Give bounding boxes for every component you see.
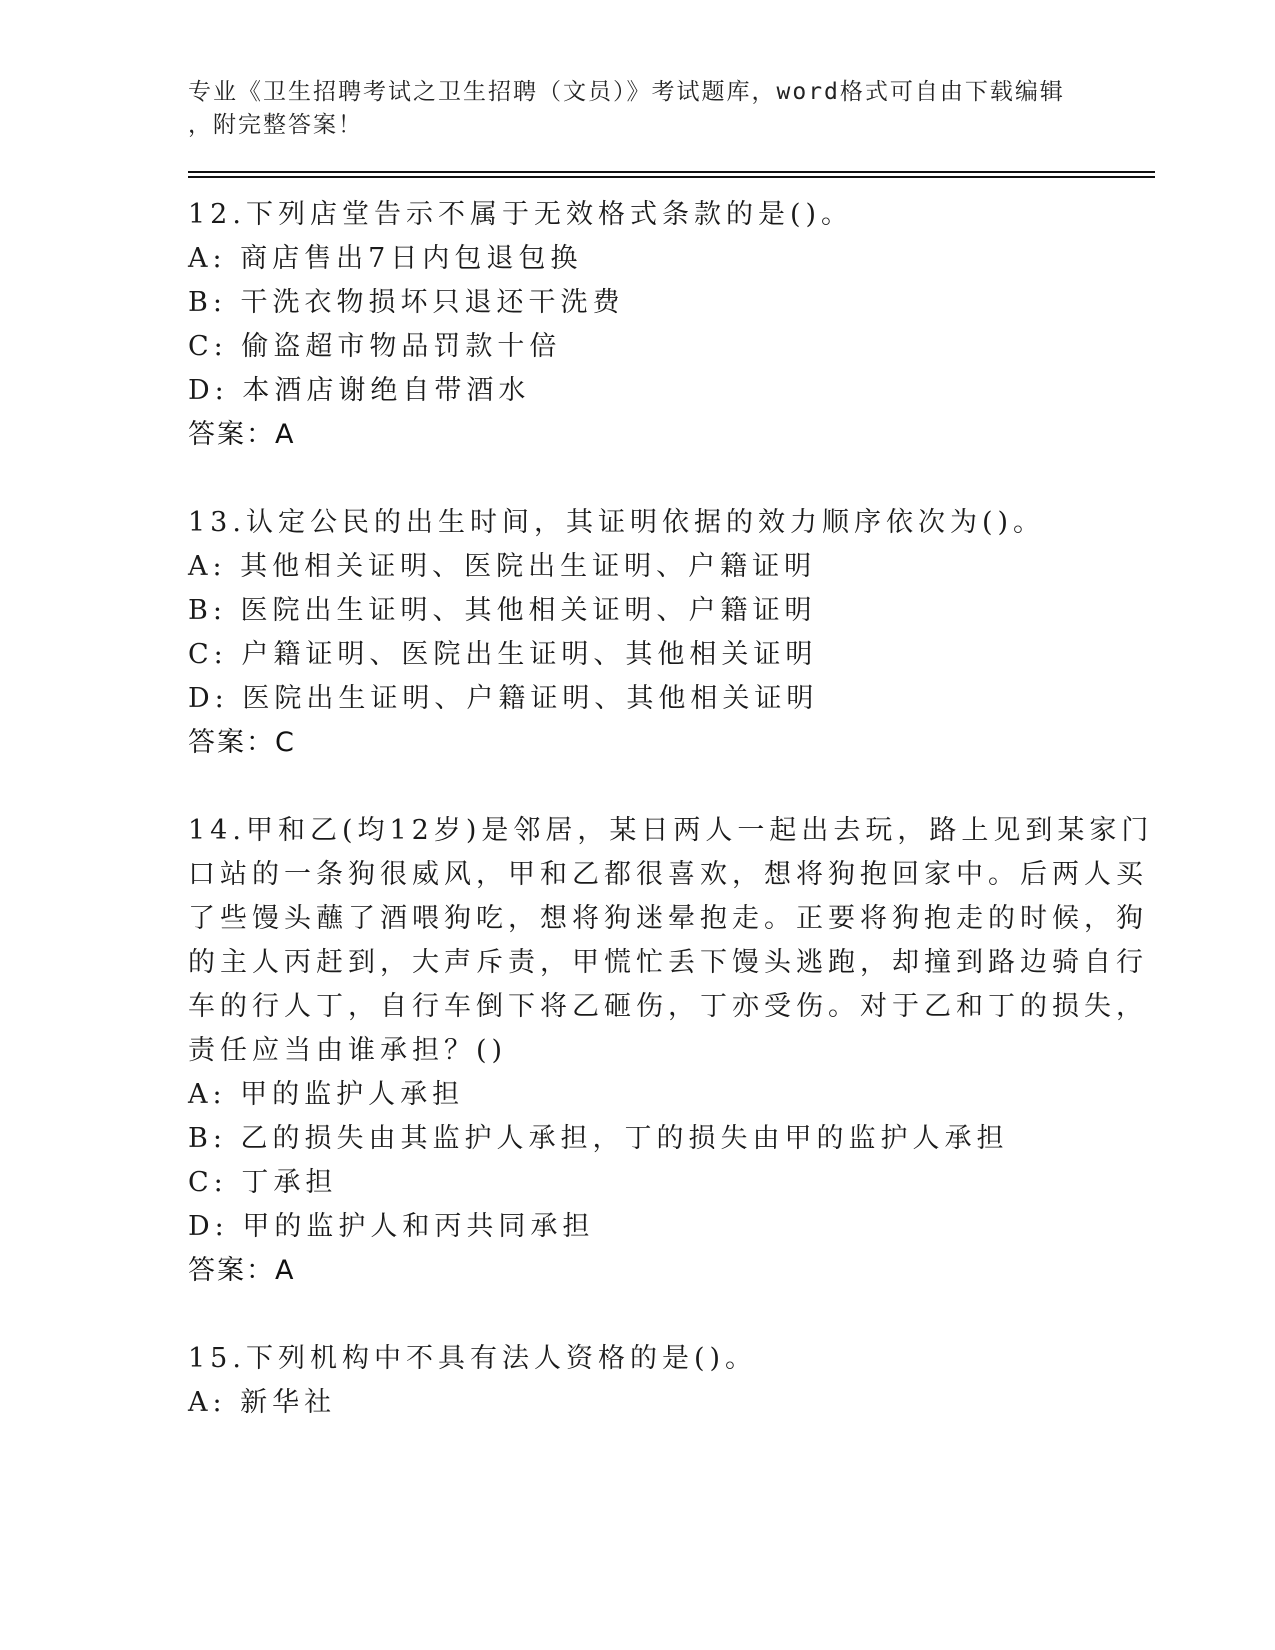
option-a: A: 甲的监护人承担: [188, 1079, 465, 1110]
question-stem-line: 了些馒头蘸了酒喂狗吃，想将狗迷晕抱走。正要将狗抱走的时候，狗: [188, 903, 1148, 934]
option-a: A: 其他相关证明、医院出生证明、户籍证明: [188, 551, 817, 582]
question-stem-line: 车的行人丁，自行车倒下将乙砸伤，丁亦受伤。对于乙和丁的损失，: [188, 991, 1148, 1022]
question-stem: 13.认定公民的出生时间，其证明依据的效力顺序依次为()。: [188, 507, 1046, 538]
option-b: B: 医院出生证明、其他相关证明、户籍证明: [188, 595, 817, 626]
option-b: B: 乙的损失由其监护人承担，丁的损失由甲的监护人承担: [188, 1123, 1009, 1154]
option-a: A: 商店售出7日内包退包换: [188, 243, 583, 274]
option-d: D: 医院出生证明、户籍证明、其他相关证明: [188, 683, 819, 714]
option-c: C: 丁承担: [188, 1167, 338, 1198]
question-stem-line: 责任应当由谁承担？(): [188, 1035, 508, 1066]
option-c: C: 户籍证明、医院出生证明、其他相关证明: [188, 639, 818, 670]
header-rule-top: [188, 171, 1155, 173]
option-d: D: 本酒店谢绝自带酒水: [188, 375, 531, 406]
option-c: C: 偷盗超市物品罚款十倍: [188, 331, 562, 362]
header-text-line-1: 专业《卫生招聘考试之卫生招聘（文员）》考试题库，word格式可自由下载编辑: [188, 79, 1065, 105]
question-stem: 12.下列店堂告示不属于无效格式条款的是()。: [188, 199, 854, 230]
question-stem-line: 口站的一条狗很威风，甲和乙都很喜欢，想将狗抱回家中。后两人买: [188, 859, 1148, 890]
option-d: D: 甲的监护人和丙共同承担: [188, 1211, 595, 1242]
answer: 答案：A: [188, 1255, 296, 1286]
option-b: B: 干洗衣物损坏只退还干洗费: [188, 287, 625, 318]
question-stem-line: 的主人丙赶到，大声斥责，甲慌忙丢下馒头逃跑，却撞到路边骑自行: [188, 947, 1148, 978]
header-text-line-2: ，附完整答案！: [188, 112, 363, 138]
option-a: A: 新华社: [188, 1387, 337, 1418]
question-stem: 15.下列机构中不具有法人资格的是()。: [188, 1343, 758, 1374]
answer: 答案：C: [188, 727, 296, 758]
answer: 答案：A: [188, 419, 296, 450]
question-stem-line: 14.甲和乙(均12岁)是邻居，某日两人一起出去玩，路上见到某家门: [188, 815, 1154, 846]
header-rule-bottom: [188, 176, 1155, 178]
